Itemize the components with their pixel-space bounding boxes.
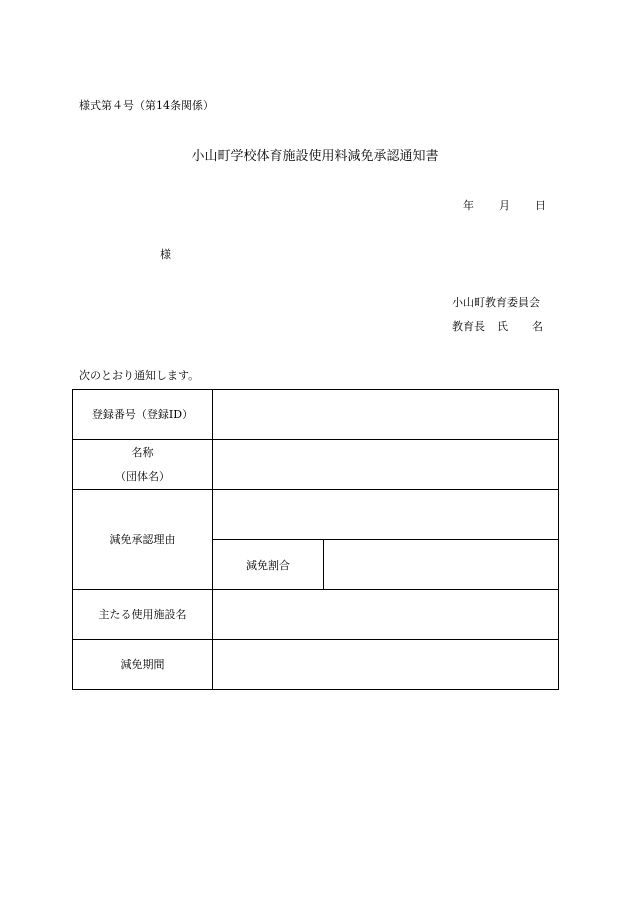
- intro-text: 次のとおり通知します。: [79, 369, 200, 382]
- addressee-honorific: 様: [160, 248, 171, 261]
- group-name-label: （団体名）: [115, 469, 170, 483]
- issuer-name-label-2: 名: [532, 320, 543, 333]
- table-row-period: [73, 640, 559, 690]
- name-label: 名称: [131, 445, 154, 459]
- rate-value-field[interactable]: [324, 540, 559, 590]
- table-row-reason: [73, 490, 559, 540]
- document-title: 小山町学校体育施設使用料減免承認通知書: [191, 149, 439, 164]
- issuer-title: 教育長: [452, 320, 485, 333]
- notification-form-table: [72, 389, 559, 690]
- date-day: 日: [535, 199, 546, 212]
- table-row-registration: [73, 390, 559, 440]
- table-row-name: [73, 440, 559, 490]
- registration-value-field[interactable]: [213, 390, 559, 440]
- period-label: 減免期間: [73, 640, 213, 690]
- name-label-cell: [73, 440, 213, 490]
- issuer-name-label-1: 氏: [497, 320, 508, 333]
- facility-label: 主たる使用施設名: [73, 590, 213, 640]
- issuer-organization: 小山町教育委員会: [452, 296, 540, 309]
- period-value-field[interactable]: [213, 640, 559, 690]
- date-line: [463, 200, 546, 211]
- form-number: 様式第４号（第14条関係）: [79, 99, 214, 112]
- rate-label: 減免割合: [213, 540, 324, 590]
- date-month: 月: [499, 199, 510, 212]
- facility-value-field[interactable]: [213, 590, 559, 640]
- issuer-signature-line: [452, 321, 543, 332]
- registration-label: 登録番号（登録ID）: [73, 390, 213, 440]
- table-row-facility: [73, 590, 559, 640]
- reason-label: 減免承認理由: [73, 490, 213, 590]
- reason-value-field[interactable]: [213, 490, 559, 540]
- date-year: 年: [463, 199, 474, 212]
- name-value-field[interactable]: [213, 440, 559, 490]
